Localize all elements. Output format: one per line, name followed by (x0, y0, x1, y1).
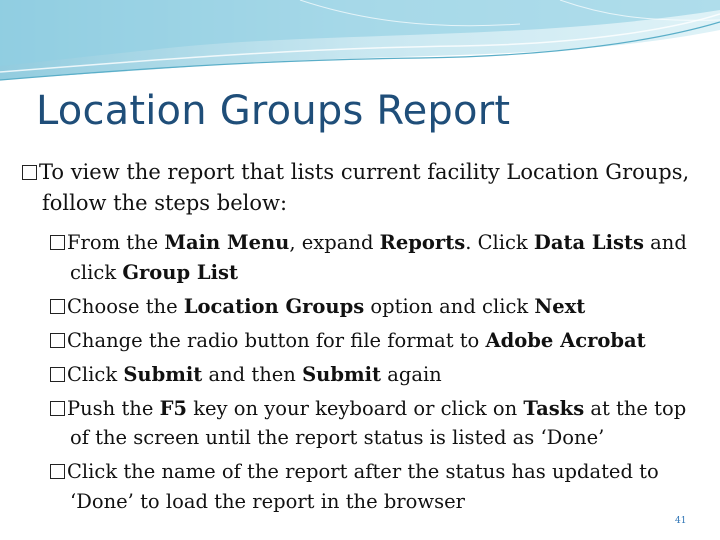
step-text: again (381, 362, 442, 386)
step-text: Change the radio button for file format to (67, 328, 486, 352)
step-emphasis: Location Groups (183, 294, 365, 318)
step-text: Click the name of the report after the status has updated to ‘Done’ to load the report in the browser (67, 460, 659, 513)
step-item (50, 292, 700, 322)
step-text: Choose the (67, 294, 184, 318)
intro-text: To view the report that lists current facility Location Groups, follow the steps below: (39, 160, 690, 215)
step-text: and then (202, 362, 303, 386)
steps-list (50, 228, 700, 521)
bullet-box-icon (50, 235, 65, 250)
page-number: 41 (675, 516, 687, 526)
step-emphasis: Group List (122, 260, 238, 284)
step-item (50, 457, 700, 516)
bullet-box-icon (50, 333, 65, 348)
slide-title: Location Groups Report (36, 88, 511, 134)
step-emphasis: F5 (159, 396, 187, 420)
step-text: at the top of the screen until the report status is listed as ‘Done’ (70, 396, 687, 449)
step-emphasis: Tasks (523, 396, 585, 420)
bullet-box-icon (22, 165, 37, 180)
intro-bullet (22, 157, 692, 219)
step-item (50, 326, 700, 356)
step-emphasis: Adobe Acrobat (485, 328, 646, 352)
step-emphasis: Main Menu (164, 231, 290, 254)
step-text: Click (67, 362, 124, 386)
step-text: key on your keyboard or click on (187, 396, 524, 420)
step-text: and click (70, 231, 687, 284)
step-text: . Click (465, 231, 534, 254)
bullet-box-icon (50, 367, 65, 382)
step-emphasis: Reports (379, 231, 466, 254)
step-text: option and click (364, 294, 535, 318)
bullet-box-icon (50, 299, 65, 314)
header-wave-decoration (0, 0, 720, 95)
step-emphasis: Next (534, 294, 586, 318)
step-item (50, 394, 700, 453)
step-emphasis: Submit (302, 362, 382, 386)
step-item (50, 228, 700, 287)
step-emphasis: Submit (123, 362, 203, 386)
bullet-box-icon (50, 464, 65, 479)
step-item (50, 360, 700, 390)
step-text: Push the (67, 396, 160, 420)
step-emphasis: Data Lists (533, 231, 644, 254)
step-text: From the (67, 231, 165, 254)
bullet-box-icon (50, 401, 65, 416)
step-text: , expand (289, 231, 380, 254)
